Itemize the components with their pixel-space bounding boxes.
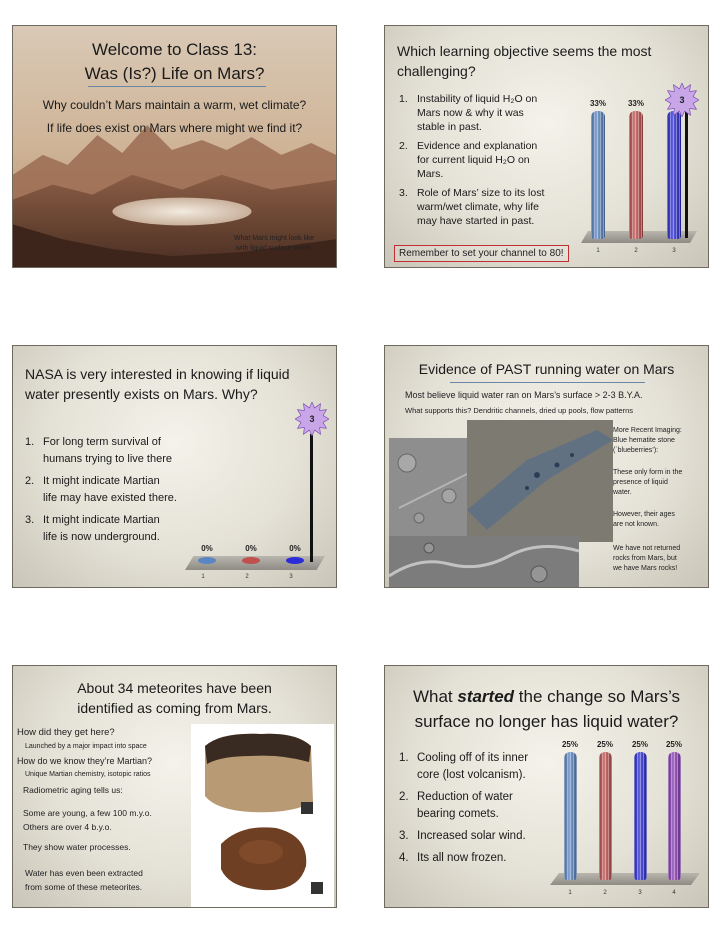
countdown-badge — [665, 83, 699, 117]
list-item: 1. For long term survival of humans trying to live there — [25, 436, 173, 465]
question-martian: How do we know they’re Martian? — [17, 756, 153, 766]
bar-option-3 — [634, 752, 647, 880]
mars-dendritic-channel-image — [389, 536, 579, 588]
question-aging: Radiometric aging tells us: — [23, 785, 123, 795]
side-note-formation: These only form in the presence of liquid water. — [613, 469, 683, 496]
badge-number: 3 — [679, 95, 685, 105]
timer-bar — [685, 98, 688, 238]
bar-value-label: 0% — [245, 544, 257, 553]
caption-line2: with liquid surface water. — [235, 245, 313, 252]
bar-option-1 — [198, 557, 216, 564]
answer-aging-young: Some are young, a few 100 m.y.o. — [23, 808, 152, 818]
list-item: 2. Evidence and explanation for current liquid H₂O on Mars. — [399, 140, 538, 180]
bar-option-2 — [599, 752, 612, 880]
bar-option-1 — [564, 752, 577, 880]
bar-option-2 — [242, 557, 260, 564]
answer-options — [399, 92, 569, 233]
slide-heading — [25, 364, 290, 404]
slide-heading — [397, 41, 651, 81]
bar-option-3 — [286, 557, 304, 564]
bar-value-label: 25% — [561, 740, 578, 749]
countdown-badge — [295, 402, 329, 436]
slide-title-line1: Welcome to Class 13: — [91, 40, 258, 59]
title-underline — [88, 86, 266, 87]
slide-nasa-water-poll — [12, 345, 337, 588]
answer-options — [25, 434, 215, 551]
channel-reminder: Remember to set your channel to 80! — [394, 245, 569, 262]
badge-number: 3 — [309, 414, 315, 424]
slide-learning-objective-poll — [384, 25, 709, 268]
list-item: 2. Reduction of water bearing comets. — [399, 791, 513, 820]
bar-value-label: 25% — [665, 740, 682, 749]
list-item: 4. Its all now frozen. — [399, 852, 507, 864]
category-label: 2 — [603, 890, 607, 896]
bar-value-label: 33% — [589, 99, 606, 108]
list-item: 3. Role of Mars’ size to its lost warm/wet climate, why life may have started in past. — [399, 187, 545, 227]
category-label: 2 — [634, 248, 638, 254]
question-climate: Why couldn’t Mars maintain a warm, wet climate? — [42, 98, 307, 112]
category-label: 3 — [638, 890, 642, 896]
side-note-ages: However, their ages are not known. — [613, 511, 675, 528]
meteorite-photos — [191, 724, 334, 907]
bar-value-label: 33% — [627, 99, 644, 108]
category-label: 2 — [245, 574, 249, 580]
category-label: 4 — [672, 890, 676, 896]
support-line: What supports this? Dendritic channels, dried up pools, flow patterns — [405, 406, 634, 415]
bar-value-label: 0% — [201, 544, 213, 553]
slide-title: What started the change so Mars’s surface no longer has liquid water? — [412, 687, 681, 731]
slide-title: Evidence of PAST running water on Mars — [418, 361, 675, 377]
answer-martian: Unique Martian chemistry, isotopic ratios — [25, 771, 151, 778]
list-item: 1. Cooling off of its inner core (lost volcanism). — [399, 752, 529, 781]
category-label: 3 — [672, 248, 676, 254]
side-note-mars-rocks: We have not returned rocks from Mars, but we have Mars rocks! — [613, 545, 681, 572]
slide-surface-change-poll — [384, 665, 709, 908]
timer-bar — [310, 434, 313, 562]
slide-title: About 34 meteorites have been identified as coming from Mars. — [77, 680, 272, 716]
question-arrival: How did they get here? — [17, 727, 115, 738]
slide-mars-meteorites — [12, 665, 337, 908]
heading-line1: Which learning objective seems the most — [397, 43, 652, 59]
slide-title-line2: Was (Is?) Life on Mars? — [84, 64, 265, 83]
title-underline — [450, 382, 645, 383]
mars-rover-surface-image — [467, 420, 613, 542]
water-extracted-line2: from some of these meteorites. — [25, 882, 143, 892]
bar-option-3 — [667, 111, 681, 239]
slide-welcome — [12, 25, 337, 268]
category-label: 1 — [596, 248, 600, 254]
answer-arrival: Launched by a major impact into space — [25, 743, 147, 750]
category-label: 3 — [289, 574, 293, 580]
heading-line2: water presently exists on Mars. Why? — [25, 386, 258, 402]
list-item: 3. Increased solar wind. — [399, 830, 526, 842]
heading-line2: challenging? — [397, 63, 476, 79]
list-item: 3. It might indicate Martian life is now underground. — [25, 514, 160, 543]
answer-options — [399, 750, 569, 872]
water-extracted-line1: Water has even been extracted — [25, 868, 143, 878]
side-note-imaging: More Recent Imaging: Blue hematite stone (`blueberries’): — [613, 427, 682, 454]
question-life: If life does exist on Mars where might we find it? — [46, 121, 303, 135]
list-item: 2. It might indicate Martian life may have existed there. — [25, 475, 177, 504]
heading-line1: NASA is very interested in knowing if liquid — [25, 366, 290, 382]
belief-line: Most believe liquid water ran on Mars’s surface > 2-3 B.Y.A. — [405, 390, 643, 400]
image-caption — [224, 234, 324, 254]
list-item: 1. Instability of liquid H₂O on Mars now & why it was stable in past. — [399, 93, 538, 133]
meteorite-image — [191, 724, 334, 907]
answer-aging-old: Others are over 4 b.y.o. — [23, 822, 112, 832]
bar-value-label: 25% — [631, 740, 648, 749]
bar-value-label: 0% — [289, 544, 301, 553]
bar-value-label: 25% — [596, 740, 613, 749]
water-processes: They show water processes. — [23, 842, 131, 852]
category-label: 1 — [201, 574, 205, 580]
category-label: 1 — [568, 890, 572, 896]
bar-option-4 — [668, 752, 681, 880]
caption-line1: What Mars might look like — [233, 235, 315, 242]
bar-option-2 — [629, 111, 643, 239]
slide-past-water-evidence — [384, 345, 709, 588]
bar-option-1 — [591, 111, 605, 239]
